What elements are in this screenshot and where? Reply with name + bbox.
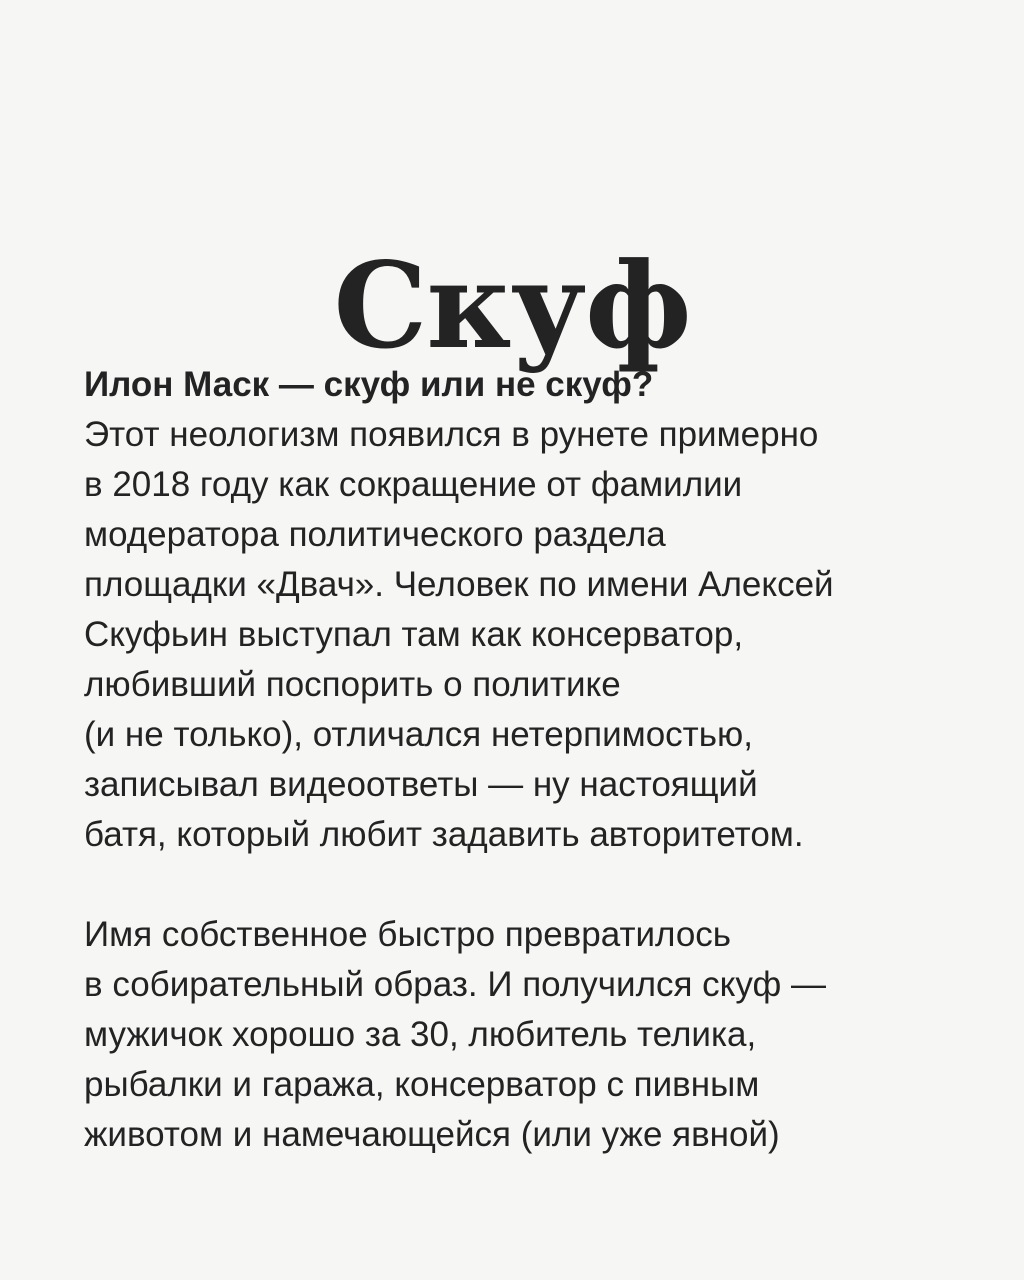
text-line: батя, который любит задавить авторитетом. [84, 815, 804, 854]
paragraph-spacer [84, 860, 984, 910]
text-line: рыбалки и гаража, консерватор с пивным [84, 1065, 760, 1104]
text-line: мужичок хорошо за 30, любитель телика, [84, 1015, 757, 1054]
text-line: Скуфьин выступал там как консерватор, [84, 615, 744, 654]
paragraph-1 [84, 410, 984, 860]
text-line: Имя собственное быстро превратилось [84, 915, 732, 954]
text-line: любивший поспорить о политике [84, 665, 621, 704]
text-line: (и не только), отличался нетерпимостью, [84, 715, 753, 754]
paragraph-2 [84, 910, 984, 1160]
text-line: Этот неологизм появился в рунете примерно [84, 415, 819, 454]
text-line: модератора политического раздела [84, 515, 666, 554]
text-line: в 2018 году как сокращение от фамилии [84, 465, 743, 504]
article-subheading: Илон Маск — скуф или не скуф? [84, 365, 654, 404]
text-line: животом и намечающейся (или уже явной) [84, 1115, 780, 1154]
page-title: Скуф [333, 236, 691, 376]
text-line: площадки «Двач». Человек по имени Алексей [84, 565, 834, 604]
text-line: в собирательный образ. И получился скуф — [84, 965, 827, 1004]
text-line: записывал видеоответы — ну настоящий [84, 765, 758, 804]
article-body [84, 360, 984, 1160]
